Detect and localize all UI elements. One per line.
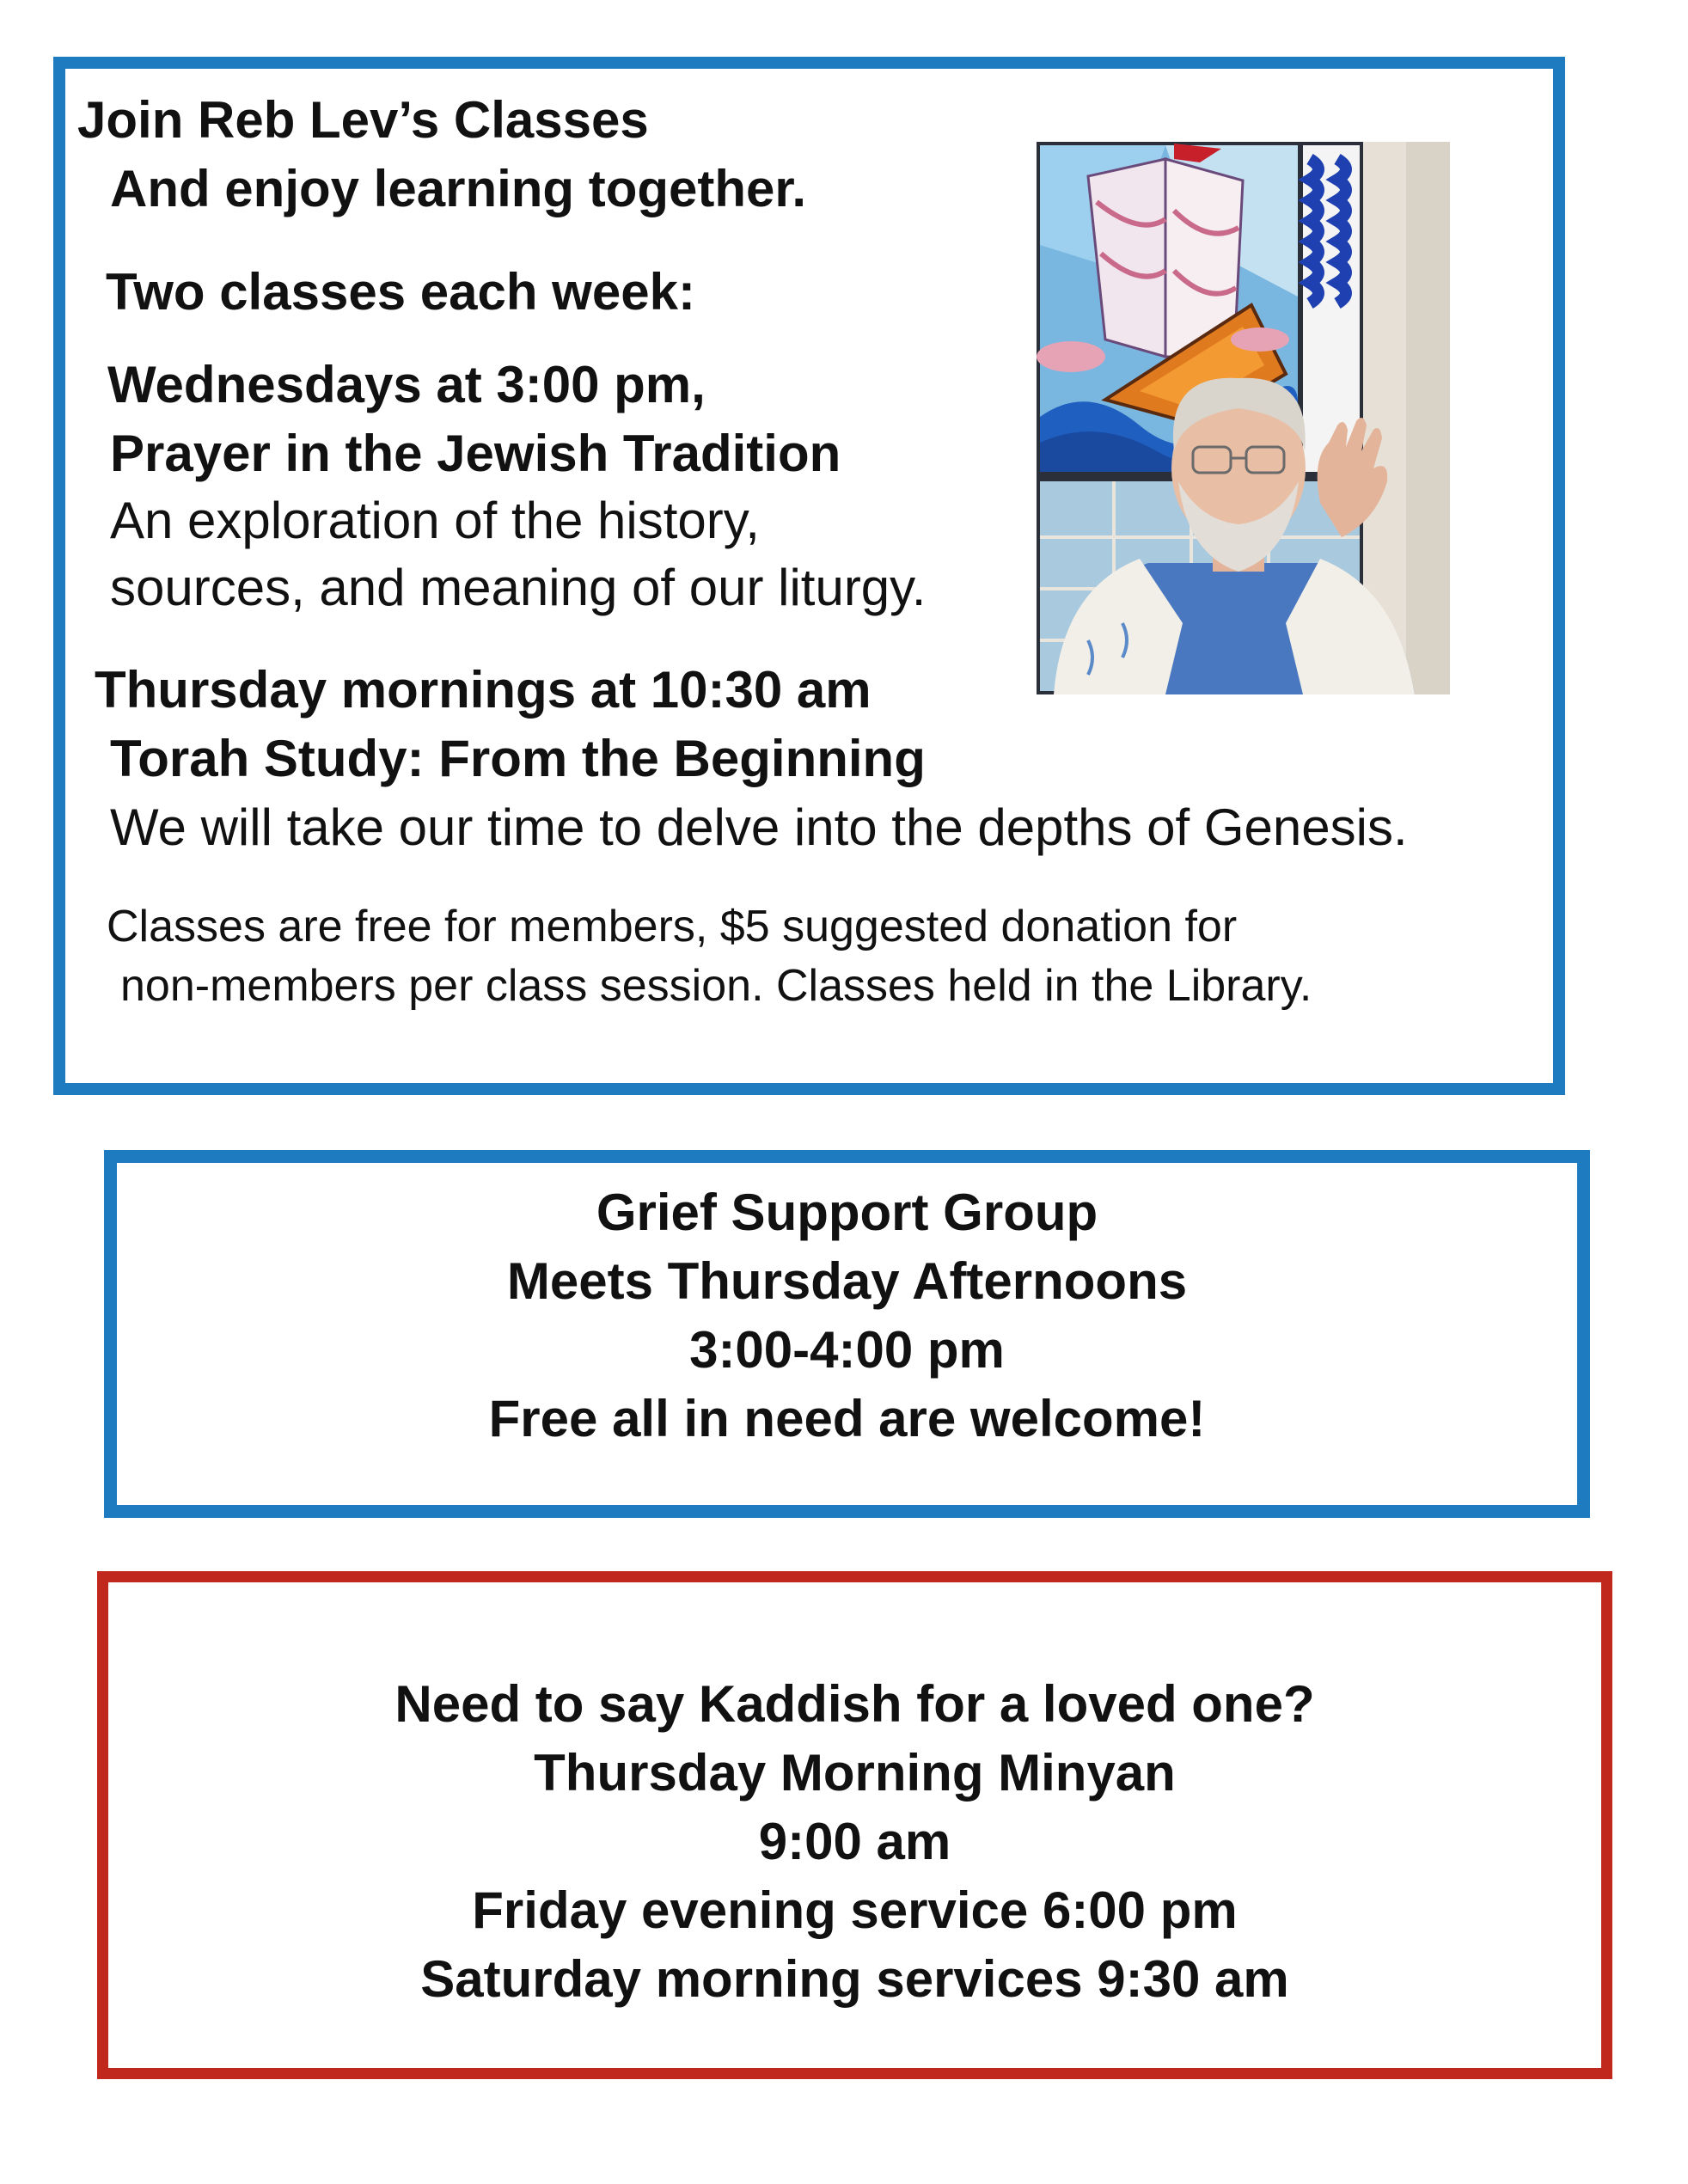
classes-note-line1: Classes are free for members, $5 suggested donation for [107, 902, 1238, 951]
grief-schedule: Meets Thursday Afternoons [506, 1252, 1188, 1310]
wednesday-desc-line2: sources, and meaning of our liturgy. [110, 559, 927, 616]
classes-intro: Two classes each week: [106, 263, 695, 321]
kaddish-question: Need to say Kaddish for a loved one? [394, 1675, 1315, 1733]
classes-note-line2: non-members per class session. Classes held in the Library. [120, 961, 1312, 1011]
wednesday-when: Wednesdays at 3:00 pm, [107, 356, 706, 413]
thursday-desc: We will take our time to delve into the depths of Genesis. [110, 798, 1408, 856]
grief-title: Grief Support Group [596, 1184, 1098, 1241]
wednesday-class-name: Prayer in the Jewish Tradition [110, 425, 841, 482]
thursday-class-name: Torah Study: From the Beginning [110, 730, 926, 787]
wednesday-desc-line1: An exploration of the history, [110, 492, 760, 549]
saturday-service: Saturday morning services 9:30 am [420, 1950, 1289, 2008]
classes-title: Join Reb Lev’s Classes [77, 91, 649, 149]
grief-time: 3:00-4:00 pm [689, 1321, 1005, 1379]
classes-subtitle: And enjoy learning together. [110, 160, 807, 217]
rabbi-photo [1037, 142, 1450, 694]
minyan-time: 9:00 am [758, 1813, 951, 1870]
friday-service: Friday evening service 6:00 pm [472, 1881, 1238, 1939]
grief-welcome: Free all in need are welcome! [488, 1390, 1206, 1447]
stained-glass-photo-icon [1037, 142, 1450, 694]
minyan-title: Thursday Morning Minyan [534, 1744, 1176, 1802]
thursday-when: Thursday mornings at 10:30 am [95, 661, 872, 719]
